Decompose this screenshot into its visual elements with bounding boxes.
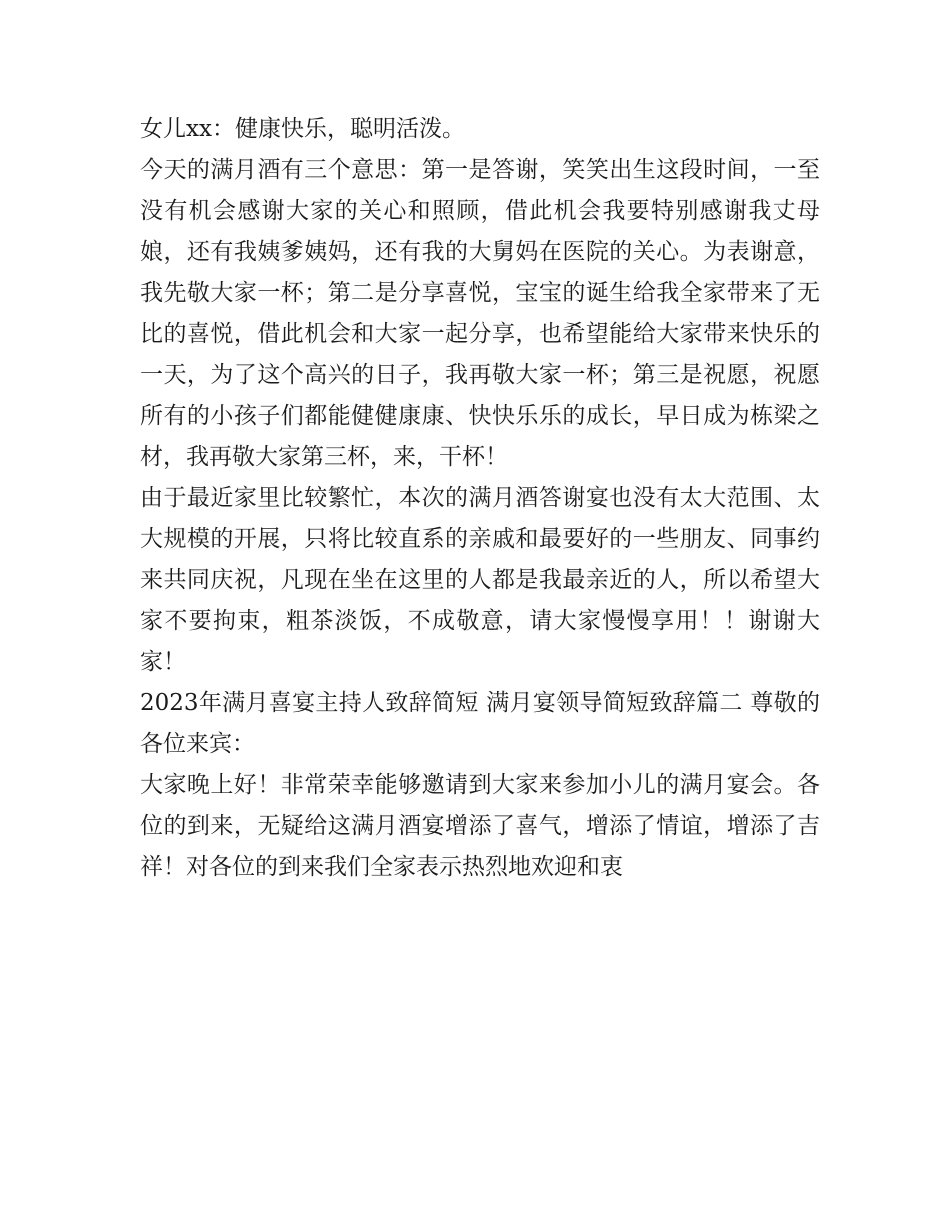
- paragraph-small-gathering: 由于最近家里比较繁忙，本次的满月酒答谢宴也没有太大范围、太大规模的开展，只将比较直系的亲戚和最要好的一些朋友、同事约来共同庆祝，凡现在坐在这里的人都是我最亲近的人，所以希望大家不要拘束，粗茶淡饭，不成敬意，请大家慢慢享用！！谢谢大家！: [140, 485, 820, 675]
- document-body: [140, 109, 820, 888]
- paragraph-section-heading: 2023年满月喜宴主持人致辞简短 满月宴领导简短致辞篇二 尊敬的各位来宾：: [140, 690, 820, 757]
- paragraph-daughter-wish: 女儿xx：健康快乐，聪明活泼。: [140, 116, 465, 142]
- paragraph-welcome: 大家晚上好！非常荣幸能够邀请到大家来参加小儿的满月宴会。各位的到来，无疑给这满月酒宴增添了喜气，增添了情谊，增添了吉祥！对各位的到来我们全家表示热烈地欢迎和衷: [140, 772, 820, 880]
- paragraph-three-toasts: 今天的满月酒有三个意思：第一是答谢，笑笑出生这段时间，一至没有机会感谢大家的关心和照顾，借此机会我要特别感谢我丈母娘，还有我姨爹姨妈，还有我的大舅妈在医院的关心。为表谢意，我先敬大家一杯；第二是分享喜悦，宝宝的诞生给我全家带来了无比的喜悦，借此机会和大家一起分享，也希望能给大家带来快乐的一天，为了这个高兴的日子，我再敬大家一杯；第三是祝愿，祝愿所有的小孩子们都能健健康康、快快乐乐的成长，早日成为栋梁之材，我再敬大家第三杯，来，干杯！: [140, 157, 820, 470]
